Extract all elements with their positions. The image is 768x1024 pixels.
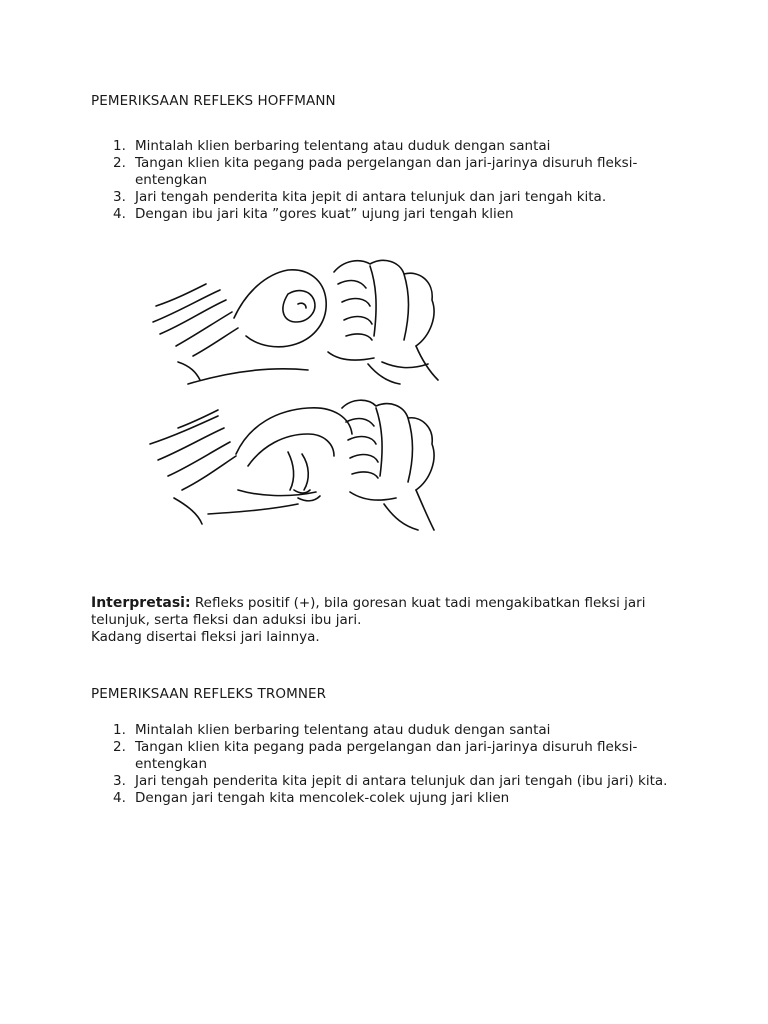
list-item: [91, 722, 691, 739]
interpretation-paragraph: [91, 595, 691, 629]
interpretation-text: Refleks positif (+), bila goresan kuat tadi mengakibatkan fleksi jari telunjuk, serta fleksi dan aduksi ibu jari.: [91, 595, 646, 628]
step-text: Jari tengah penderita kita jepit di antara telunjuk dan jari tengah (ibu jari) kita.: [135, 773, 668, 789]
list-item: [91, 206, 691, 223]
step-text: Dengan jari tengah kita mencolek-colek ujung jari klien: [135, 790, 510, 806]
step-number: 4.: [113, 206, 126, 222]
interpretation-block: [91, 595, 691, 646]
step-number: 3.: [113, 773, 126, 789]
step-number: 1.: [113, 722, 126, 738]
hoffmann-heading: PEMERIKSAAN REFLEKS HOFFMANN: [91, 93, 336, 109]
hoffmann-reflex-illustration: [138, 244, 451, 539]
list-item: [91, 138, 691, 155]
interpretation-note: Kadang disertai fleksi jari lainnya.: [91, 629, 320, 645]
step-number: 4.: [113, 790, 126, 806]
step-number: 3.: [113, 189, 126, 205]
tromner-heading: PEMERIKSAAN REFLEKS TROMNER: [91, 686, 327, 702]
list-item: [91, 155, 691, 189]
hoffmann-steps: [91, 138, 691, 223]
interpretation-label: Interpretasi:: [91, 595, 191, 611]
step-text: Mintalah klien berbaring telentang atau duduk dengan santai: [135, 722, 551, 738]
upper-hands-drawing: [153, 260, 438, 384]
step-number: 2.: [113, 739, 126, 755]
tromner-steps: [91, 722, 691, 807]
step-text: Tangan klien kita pegang pada pergelangan dan jari-jarinya disuruh fleksi-entengkan: [135, 739, 638, 772]
list-item: [91, 773, 691, 790]
list-item: [91, 739, 691, 773]
step-number: 2.: [113, 155, 126, 171]
step-text: Dengan ibu jari kita ”gores kuat” ujung jari tengah klien: [135, 206, 514, 222]
list-item: [91, 189, 691, 206]
step-text: Mintalah klien berbaring telentang atau duduk dengan santai: [135, 138, 551, 154]
lower-hands-drawing: [150, 400, 434, 530]
list-item: [91, 790, 691, 807]
step-text: Jari tengah penderita kita jepit di antara telunjuk dan jari tengah kita.: [135, 189, 607, 205]
step-number: 1.: [113, 138, 126, 154]
step-text: Tangan klien kita pegang pada pergelangan dan jari-jarinya disuruh fleksi-entengkan: [135, 155, 638, 188]
